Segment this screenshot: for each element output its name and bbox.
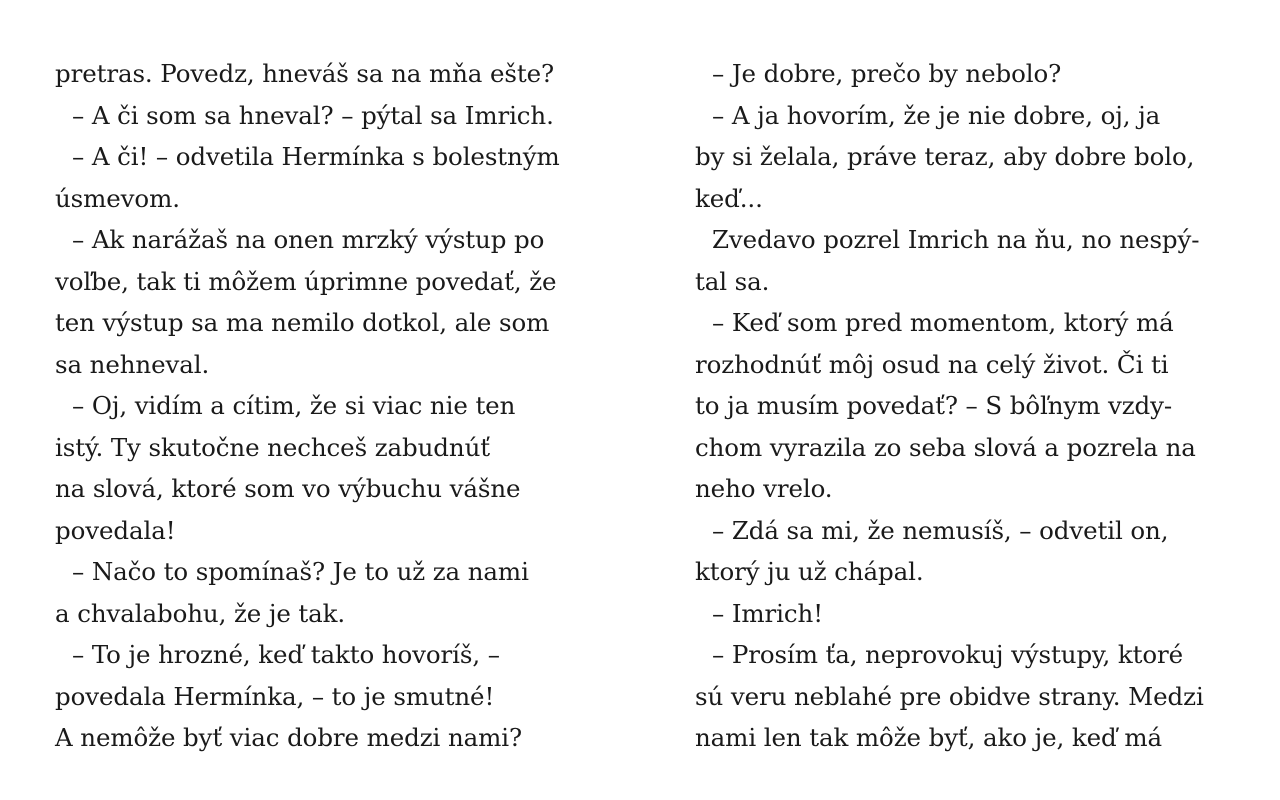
text-line: – A či! – odvetila Hermínka s bolestným — [72, 142, 560, 171]
text-line: sa nehneval. — [55, 349, 210, 379]
text-line: tal sa. — [695, 266, 770, 296]
text-line: to ja musím povedať? – S bôľnym vzdy- — [695, 391, 1173, 420]
text-line: rozhodnúť môj osud na celý život. Či ti — [695, 349, 1169, 379]
right-page — [695, 53, 1255, 759]
text-line: povedala! — [55, 515, 176, 545]
text-line: – Oj, vidím a cítim, že si viac nie ten — [72, 391, 516, 420]
text-line: na slová, ktoré som vo výbuchu vášne — [55, 474, 521, 503]
text-line: nami len tak môže byť, ako je, keď má — [695, 723, 1162, 752]
text-line: – Keď som pred momentom, ktorý má — [712, 308, 1174, 337]
text-line: istý. Ty skutočne nechceš zabudnúť — [55, 432, 490, 462]
text-line: keď... — [695, 183, 763, 213]
text-line: – Načo to spomínaš? Je to už za nami — [72, 557, 529, 586]
text-line: neho vrelo. — [695, 474, 833, 503]
text-line: – A či som sa hneval? – pýtal sa Imrich. — [72, 100, 554, 130]
text-line: by si želala, práve teraz, aby dobre bolo, — [695, 142, 1195, 171]
text-line: úsmevom. — [55, 183, 180, 213]
text-line: – To je hrozné, keď takto hovoríš, – — [72, 640, 500, 669]
text-line: – A ja hovorím, že je nie dobre, oj, ja — [712, 100, 1161, 130]
text-line: – Prosím ťa, neprovokuj výstupy, ktoré — [712, 640, 1184, 669]
text-line: a chvalabohu, že je tak. — [55, 598, 346, 628]
text-line: pretras. Povedz, hneváš sa na mňa ešte? — [55, 59, 555, 88]
text-line: – Ak narážaš na onen mrzký výstup po — [72, 225, 545, 254]
text-line: sú veru neblahé pre obidve strany. Medzi — [695, 681, 1204, 711]
text-line: ktorý ju už chápal. — [695, 557, 924, 586]
text-line: Zvedavo pozrel Imrich na ňu, no nespý- — [712, 225, 1200, 254]
text-line: – Zdá sa mi, že nemusíš, – odvetil on, — [712, 515, 1169, 545]
text-line: A nemôže byť viac dobre medzi nami? — [55, 723, 523, 752]
text-line: – Imrich! — [712, 598, 823, 628]
text-line: – Je dobre, prečo by nebolo? — [712, 59, 1062, 88]
text-line: chom vyrazila zo seba slová a pozrela na — [695, 432, 1196, 462]
text-line: voľbe, tak ti môžem úprimne povedať, že — [55, 266, 557, 296]
left-page — [55, 53, 615, 759]
text-line: povedala Hermínka, – to je smutné! — [55, 681, 495, 711]
text-line: ten výstup sa ma nemilo dotkol, ale som — [55, 308, 550, 337]
